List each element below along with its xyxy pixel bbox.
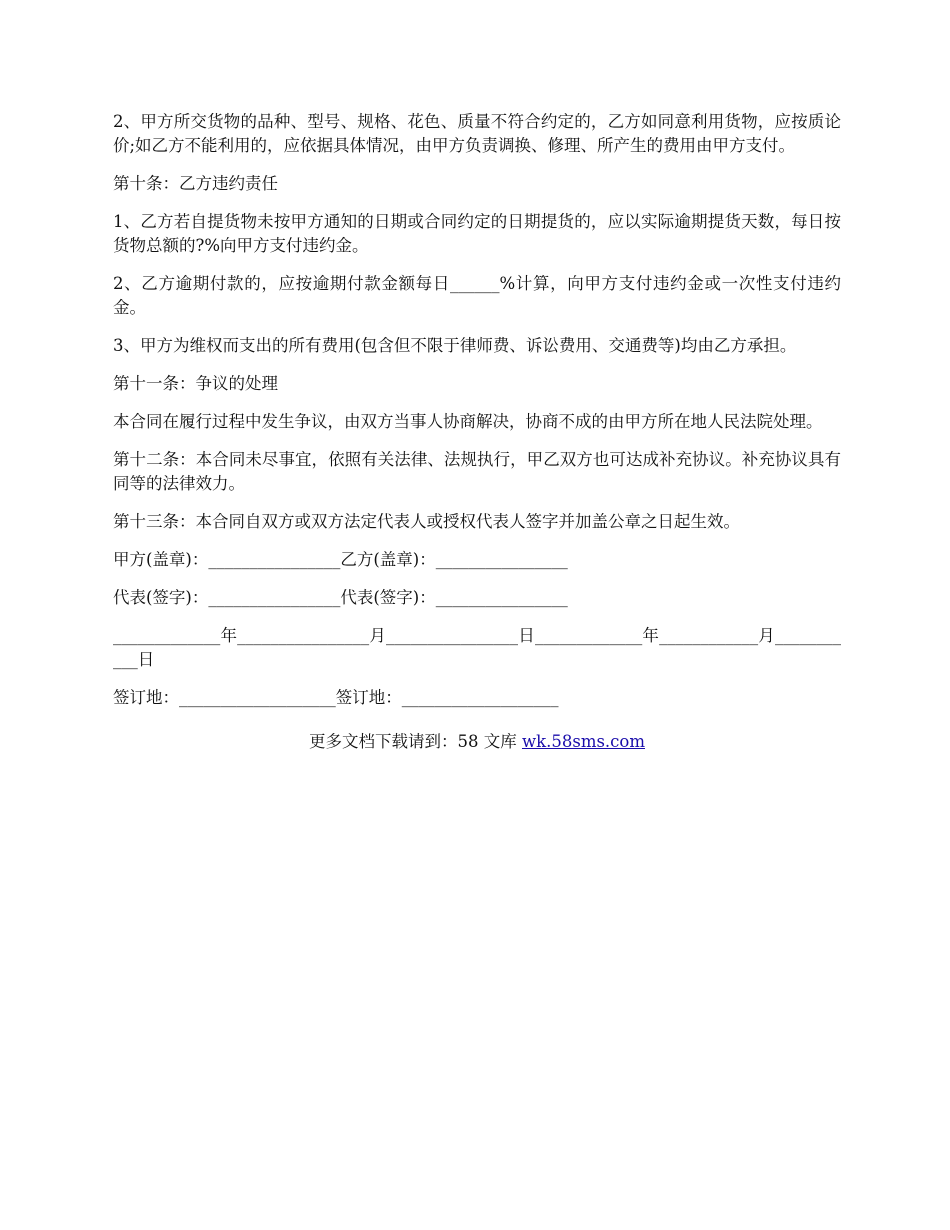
clause-paragraph: 2、乙方逾期付款的，应按逾期付款金额每日______%计算，向甲方支付违约金或一次性支付违约金。	[113, 274, 841, 317]
clause-paragraph: 第十二条：本合同未尽事宜，依照有关法律、法规执行，甲乙双方也可达成补充协议。补充协议具有同等的法律效力。	[113, 450, 841, 493]
clause-paragraph: 本合同在履行过程中发生争议，由双方当事人协商解决，协商不成的由甲方所在地人民法院处理。	[113, 412, 823, 431]
footer	[113, 730, 841, 754]
section-heading-10: 第十条：乙方违约责任	[113, 174, 278, 193]
clause-paragraph: 2、甲方所交货物的品种、型号、规格、花色、质量不符合约定的，乙方如同意利用货物，应按质论价;如乙方不能利用的，应依据具体情况，由甲方负责调换、修理、所产生的费用由甲方支付。	[113, 112, 841, 155]
footer-text: 更多文档下载请到：58 文库	[308, 732, 522, 751]
footer-link[interactable]: wk.58sms.com	[521, 732, 645, 751]
signature-line-seal: 甲方(盖章)：________________乙方(盖章)：________________	[113, 550, 568, 569]
clause-paragraph: 3、甲方为维权而支出的所有费用(包含但不限于律师费、诉讼费用、交通费等)均由乙方承担。	[113, 336, 797, 355]
signature-line-representative: 代表(签字)：________________代表(签字)：________________	[113, 588, 568, 607]
signing-place-line: 签订地：___________________签订地：___________________	[113, 688, 559, 707]
section-heading-11: 第十一条：争议的处理	[113, 374, 278, 393]
clause-paragraph: 第十三条：本合同自双方或双方法定代表人或授权代表人签字并加盖公章之日起生效。	[113, 512, 740, 531]
document-page	[113, 110, 841, 754]
date-line: _____________年________________月________________日_____________年____________月___________日	[113, 626, 841, 669]
clause-paragraph: 1、乙方若自提货物未按甲方通知的日期或合同约定的日期提货的，应以实际逾期提货天数，每日按货物总额的?%向甲方支付违约金。	[113, 212, 841, 255]
